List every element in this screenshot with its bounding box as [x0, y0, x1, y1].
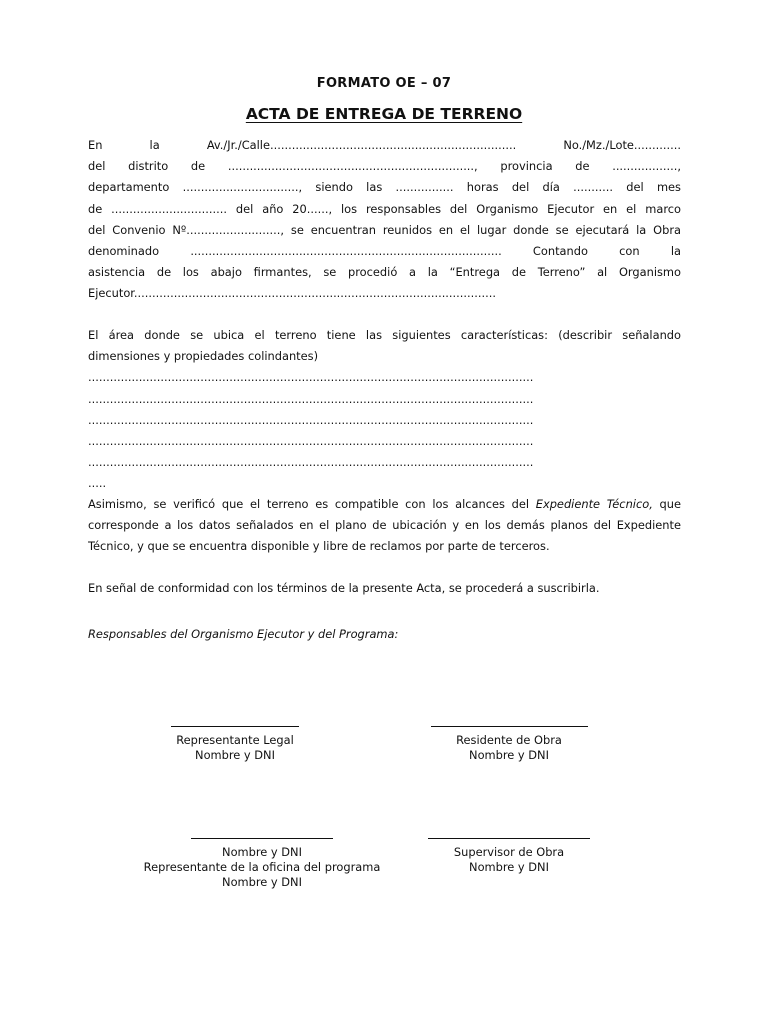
signature-supervisor [424, 838, 594, 875]
responsables-text: Responsables del Organismo Ejecutor y del Programa: [88, 627, 399, 641]
document-title: ACTA DE ENTREGA DE TERRENO [245, 105, 523, 123]
signature-subtitle: Nombre y DNI [195, 748, 275, 762]
paragraph-line: Ejecutor.................................................................................................... [88, 286, 496, 301]
dotted-fill-line: ........................................................................................................................... [88, 391, 534, 406]
signature-program-office [130, 838, 394, 890]
verification-text: Asimismo, se verificó que el terreno es compatible con los alcances del [88, 497, 536, 511]
signature-title: Representante de la oficina del programa [143, 860, 381, 874]
dotted-fill-line: ..... [88, 476, 107, 491]
paragraph-line: corresponde a los datos señalados en el plano de ubicación y en los demás planos del Expediente [88, 518, 681, 533]
paragraph-line: asistencia de los abajo firmantes, se procedió a la “Entrega de Terreno” al Organismo [88, 265, 681, 280]
signature-site-resident [424, 726, 594, 763]
paragraph-line: del Convenio Nº.........................., se encuentran reunidos en el lugar donde se ejecutará la Obra [88, 222, 681, 237]
paragraph-location [88, 135, 681, 305]
dotted-fill-line: ........................................................................................................................... [88, 455, 534, 470]
responsables-heading [88, 624, 681, 645]
dotted-fill-line: ........................................................................................................................... [88, 370, 534, 385]
signature-title: Residente de Obra [456, 733, 562, 747]
paragraph-line: departamento ................................, siendo las ................ horas del día ........... del mes [88, 180, 681, 195]
expediente-tecnico-text: Expediente Técnico, [535, 497, 653, 511]
paragraph-verification [88, 494, 681, 558]
dotted-fill-line: ........................................................................................................................... [88, 412, 534, 427]
signature-line [428, 838, 590, 839]
paragraph-line: de ................................ del año 20......, los responsables del Organismo Ejecutor en el marco [88, 201, 681, 216]
paragraph-line: denominado ...................................................................................... Contando con la [88, 244, 681, 259]
signature-subtitle: Nombre y DNI [469, 748, 549, 762]
paragraph-line: En la Av./Jr./Calle.................................................................... No./Mz./Lote............. [88, 138, 681, 152]
form-code: FORMATO OE – 07 [316, 76, 452, 91]
verification-text-end: que [652, 497, 681, 511]
paragraph-line [88, 494, 681, 515]
signature-title: Supervisor de Obra [453, 845, 565, 859]
paragraph-terrain-area [88, 325, 681, 495]
paragraph-line: En señal de conformidad con los términos de la presente Acta, se procederá a suscribirla. [88, 581, 600, 595]
paragraph-line: Técnico, y que se encuentra disponible y libre de reclamos por parte de terceros. [88, 539, 550, 554]
document-title-wrapper [0, 105, 768, 123]
paragraph-line: dimensiones y propiedades colindantes) [88, 349, 319, 364]
signature-line [171, 726, 299, 727]
paragraph-line: El área donde se ubica el terreno tiene las siguientes características: (describir señalando [88, 328, 681, 342]
signature-legal-representative [150, 726, 320, 763]
dotted-fill-line: ........................................................................................................................... [88, 434, 534, 449]
signature-line [191, 838, 333, 839]
signature-subtitle: Nombre y DNI [222, 845, 302, 859]
signature-subtitle: Nombre y DNI [222, 875, 302, 889]
signature-line [431, 726, 588, 727]
paragraph-conformity [88, 578, 681, 599]
signature-title: Representante Legal [176, 733, 294, 747]
signature-subtitle: Nombre y DNI [469, 860, 549, 874]
paragraph-line: del distrito de ...................................................................., provincia de .................., [88, 159, 681, 174]
